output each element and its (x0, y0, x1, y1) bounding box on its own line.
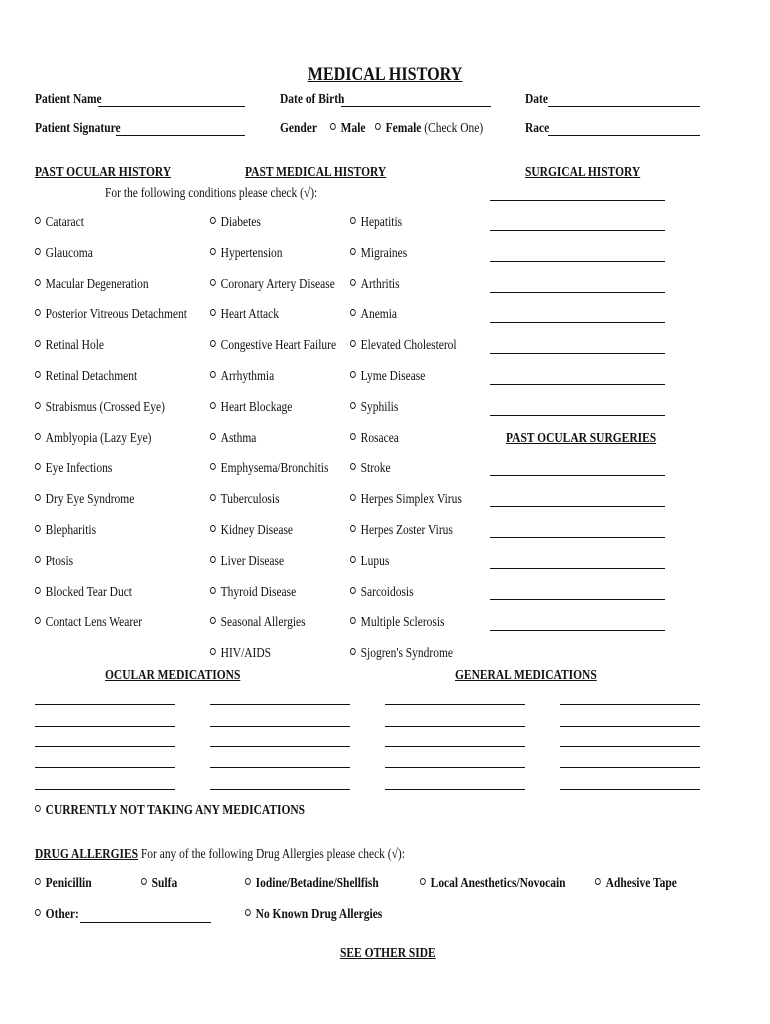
condition-seasonal-allergies[interactable]: Seasonal Allergies (210, 615, 306, 631)
condition-ptosis[interactable]: Ptosis (35, 554, 73, 570)
medication-entry-line[interactable] (210, 726, 350, 727)
checkbox-circle-icon (350, 309, 356, 316)
condition-arthritis[interactable]: Arthritis (350, 277, 400, 293)
surgery-entry-line[interactable] (490, 506, 665, 507)
date-field[interactable] (548, 106, 700, 107)
medication-entry-line[interactable] (210, 767, 350, 768)
checkbox-circle-icon (210, 248, 216, 255)
medication-entry-line[interactable] (35, 704, 175, 705)
condition-hypertension[interactable]: Hypertension (210, 246, 283, 262)
female-option[interactable]: Female (Check One) (375, 121, 483, 137)
not-taking-medications-option[interactable]: CURRENTLY NOT TAKING ANY MEDICATIONS (35, 803, 305, 819)
condition-macular-degeneration[interactable]: Macular Degeneration (35, 277, 149, 293)
conditions-instruction: For the following conditions please check (√): (105, 186, 318, 201)
general-medications-heading: GENERAL MEDICATIONS (455, 668, 597, 683)
checkbox-circle-icon (210, 433, 216, 440)
past-ocular-history-heading: PAST OCULAR HISTORY (35, 165, 172, 180)
surgery-entry-line[interactable] (490, 599, 665, 600)
allergy-iodine[interactable]: Iodine/Betadine/Shellfish (245, 876, 379, 892)
surgery-entry-line[interactable] (490, 568, 665, 569)
past-ocular-surgeries-heading: PAST OCULAR SURGERIES (506, 431, 657, 446)
patient-signature-field[interactable] (116, 135, 245, 136)
checkbox-circle-icon (350, 402, 356, 409)
medication-entry-line[interactable] (210, 704, 350, 705)
checkbox-circle-icon (210, 525, 216, 532)
condition-kidney-disease[interactable]: Kidney Disease (210, 523, 293, 539)
checkbox-circle-icon (350, 587, 356, 594)
medication-entry-line[interactable] (385, 789, 525, 790)
checkbox-circle-icon (35, 371, 41, 378)
checkbox-circle-icon (35, 494, 41, 501)
condition-herpes-simplex-virus[interactable]: Herpes Simplex Virus (350, 492, 462, 508)
condition-lupus[interactable]: Lupus (350, 554, 389, 570)
condition-emphysema-bronchitis[interactable]: Emphysema/Bronchitis (210, 461, 328, 477)
checkbox-circle-icon (350, 648, 356, 655)
surgery-entry-line[interactable] (490, 322, 665, 323)
checkbox-circle-icon (245, 909, 251, 916)
allergy-none[interactable]: No Known Drug Allergies (245, 907, 382, 923)
checkbox-circle-icon (210, 402, 216, 409)
medication-entry-line[interactable] (560, 704, 700, 705)
surgery-entry-line[interactable] (490, 475, 665, 476)
checkbox-circle-icon (210, 279, 216, 286)
condition-stroke[interactable]: Stroke (350, 461, 391, 477)
condition-amblyopia-lazy-eye[interactable]: Amblyopia (Lazy Eye) (35, 431, 151, 447)
condition-diabetes[interactable]: Diabetes (210, 215, 261, 231)
checkbox-circle-icon (350, 248, 356, 255)
medication-entry-line[interactable] (35, 767, 175, 768)
checkbox-circle-icon (210, 648, 216, 655)
patient-signature-label: Patient Signature (35, 121, 121, 136)
condition-syphilis[interactable]: Syphilis (350, 400, 398, 416)
condition-contact-lens-wearer[interactable]: Contact Lens Wearer (35, 615, 142, 631)
checkbox-circle-icon (350, 494, 356, 501)
checkbox-circle-icon (210, 587, 216, 594)
medication-entry-line[interactable] (560, 726, 700, 727)
surgery-entry-line[interactable] (490, 261, 665, 262)
medication-entry-line[interactable] (560, 746, 700, 747)
surgery-entry-line[interactable] (490, 630, 665, 631)
medication-entry-line[interactable] (210, 789, 350, 790)
checkbox-circle-icon (210, 217, 216, 224)
condition-tuberculosis[interactable]: Tuberculosis (210, 492, 280, 508)
medication-entry-line[interactable] (35, 789, 175, 790)
medication-entry-line[interactable] (35, 746, 175, 747)
checkbox-circle-icon (350, 463, 356, 470)
patient-name-field[interactable] (98, 106, 245, 107)
race-field[interactable] (548, 135, 700, 136)
medication-entry-line[interactable] (385, 767, 525, 768)
condition-eye-infections[interactable]: Eye Infections (35, 461, 112, 477)
medication-entry-line[interactable] (385, 746, 525, 747)
checkbox-circle-icon (35, 402, 41, 409)
checkbox-circle-icon (595, 878, 601, 885)
condition-dry-eye-syndrome[interactable]: Dry Eye Syndrome (35, 492, 134, 508)
date-of-birth-label: Date of Birth (280, 92, 345, 107)
checkbox-circle-icon (35, 309, 41, 316)
checkbox-circle-icon (210, 494, 216, 501)
condition-heart-attack[interactable]: Heart Attack (210, 307, 279, 323)
race-label: Race (525, 121, 550, 136)
checkbox-circle-icon (35, 909, 41, 916)
checkbox-circle-icon (210, 556, 216, 563)
condition-coronary-artery-disease[interactable]: Coronary Artery Disease (210, 277, 335, 293)
checkbox-circle-icon (350, 279, 356, 286)
past-medical-history-heading: PAST MEDICAL HISTORY (245, 165, 387, 180)
checkbox-circle-icon (350, 433, 356, 440)
surgery-entry-line[interactable] (490, 230, 665, 231)
radio-circle-icon (375, 123, 381, 130)
condition-posterior-vitreous-detachment[interactable]: Posterior Vitreous Detachment (35, 307, 187, 323)
checkbox-circle-icon (35, 340, 41, 347)
allergy-local-anesthetics[interactable]: Local Anesthetics/Novocain (420, 876, 566, 892)
allergy-penicillin[interactable]: Penicillin (35, 876, 92, 892)
date-label: Date (525, 92, 548, 107)
checkbox-circle-icon (245, 878, 251, 885)
condition-retinal-hole[interactable]: Retinal Hole (35, 338, 104, 354)
medication-entry-line[interactable] (560, 767, 700, 768)
condition-heart-blockage[interactable]: Heart Blockage (210, 400, 292, 416)
condition-rosacea[interactable]: Rosacea (350, 431, 399, 447)
checkbox-circle-icon (350, 525, 356, 532)
patient-name-label: Patient Name (35, 92, 102, 107)
checkbox-circle-icon (350, 340, 356, 347)
allergy-other-field[interactable] (80, 922, 211, 923)
surgery-entry-line[interactable] (490, 384, 665, 385)
surgery-entry-line[interactable] (490, 415, 665, 416)
ocular-medications-heading: OCULAR MEDICATIONS (105, 668, 241, 683)
male-option[interactable]: Male (330, 121, 366, 137)
condition-liver-disease[interactable]: Liver Disease (210, 554, 284, 570)
allergy-adhesive-tape[interactable]: Adhesive Tape (595, 876, 677, 892)
date-of-birth-field[interactable] (341, 106, 491, 107)
checkbox-circle-icon (350, 617, 356, 624)
checkbox-circle-icon (35, 248, 41, 255)
condition-hepatitis[interactable]: Hepatitis (350, 215, 402, 231)
checkbox-circle-icon (35, 805, 41, 812)
checkbox-circle-icon (35, 587, 41, 594)
condition-congestive-heart-failure[interactable]: Congestive Heart Failure (210, 338, 336, 354)
condition-elevated-cholesterol[interactable]: Elevated Cholesterol (350, 338, 457, 354)
condition-sjogren-s-syndrome[interactable]: Sjogren's Syndrome (350, 646, 453, 662)
checkbox-circle-icon (350, 217, 356, 224)
condition-hiv-aids[interactable]: HIV/AIDS (210, 646, 271, 662)
medication-entry-line[interactable] (385, 704, 525, 705)
checkbox-circle-icon (210, 309, 216, 316)
surgical-history-heading: SURGICAL HISTORY (525, 165, 641, 180)
checkbox-circle-icon (350, 556, 356, 563)
condition-asthma[interactable]: Asthma (210, 431, 256, 447)
checkbox-circle-icon (141, 878, 147, 885)
checkbox-circle-icon (35, 433, 41, 440)
checkbox-circle-icon (210, 340, 216, 347)
condition-glaucoma[interactable]: Glaucoma (35, 246, 93, 262)
condition-thyroid-disease[interactable]: Thyroid Disease (210, 585, 296, 601)
checkbox-circle-icon (350, 371, 356, 378)
checkbox-circle-icon (35, 878, 41, 885)
checkbox-circle-icon (210, 617, 216, 624)
allergy-sulfa[interactable]: Sulfa (141, 876, 177, 892)
condition-strabismus-crossed-eye[interactable]: Strabismus (Crossed Eye) (35, 400, 165, 416)
condition-retinal-detachment[interactable]: Retinal Detachment (35, 369, 137, 385)
medication-entry-line[interactable] (35, 726, 175, 727)
gender-label: Gender (280, 121, 317, 136)
medication-entry-line[interactable] (210, 746, 350, 747)
medication-entry-line[interactable] (560, 789, 700, 790)
condition-migraines[interactable]: Migraines (350, 246, 407, 262)
condition-lyme-disease[interactable]: Lyme Disease (350, 369, 425, 385)
condition-cataract[interactable]: Cataract (35, 215, 84, 231)
surgery-entry-line[interactable] (490, 353, 665, 354)
condition-blocked-tear-duct[interactable]: Blocked Tear Duct (35, 585, 132, 601)
condition-herpes-zoster-virus[interactable]: Herpes Zoster Virus (350, 523, 453, 539)
checkbox-circle-icon (35, 217, 41, 224)
surgery-entry-line[interactable] (490, 292, 665, 293)
checkbox-circle-icon (35, 279, 41, 286)
condition-anemia[interactable]: Anemia (350, 307, 397, 323)
allergy-other[interactable]: Other: (35, 907, 79, 923)
checkbox-circle-icon (35, 525, 41, 532)
checkbox-circle-icon (35, 617, 41, 624)
surgery-entry-line[interactable] (490, 537, 665, 538)
checkbox-circle-icon (35, 556, 41, 563)
surgery-entry-line[interactable] (490, 200, 665, 201)
radio-circle-icon (330, 123, 336, 130)
checkbox-circle-icon (210, 371, 216, 378)
checkbox-circle-icon (210, 463, 216, 470)
see-other-side-footer: SEE OTHER SIDE (340, 946, 436, 961)
checkbox-circle-icon (420, 878, 426, 885)
page-title: MEDICAL HISTORY (307, 64, 463, 85)
condition-multiple-sclerosis[interactable]: Multiple Sclerosis (350, 615, 445, 631)
medication-entry-line[interactable] (385, 726, 525, 727)
condition-blepharitis[interactable]: Blepharitis (35, 523, 96, 539)
drug-allergies-row: DRUG ALLERGIES For any of the following Drug Allergies please check (√): (35, 847, 405, 862)
checkbox-circle-icon (35, 463, 41, 470)
condition-sarcoidosis[interactable]: Sarcoidosis (350, 585, 414, 601)
condition-arrhythmia[interactable]: Arrhythmia (210, 369, 274, 385)
